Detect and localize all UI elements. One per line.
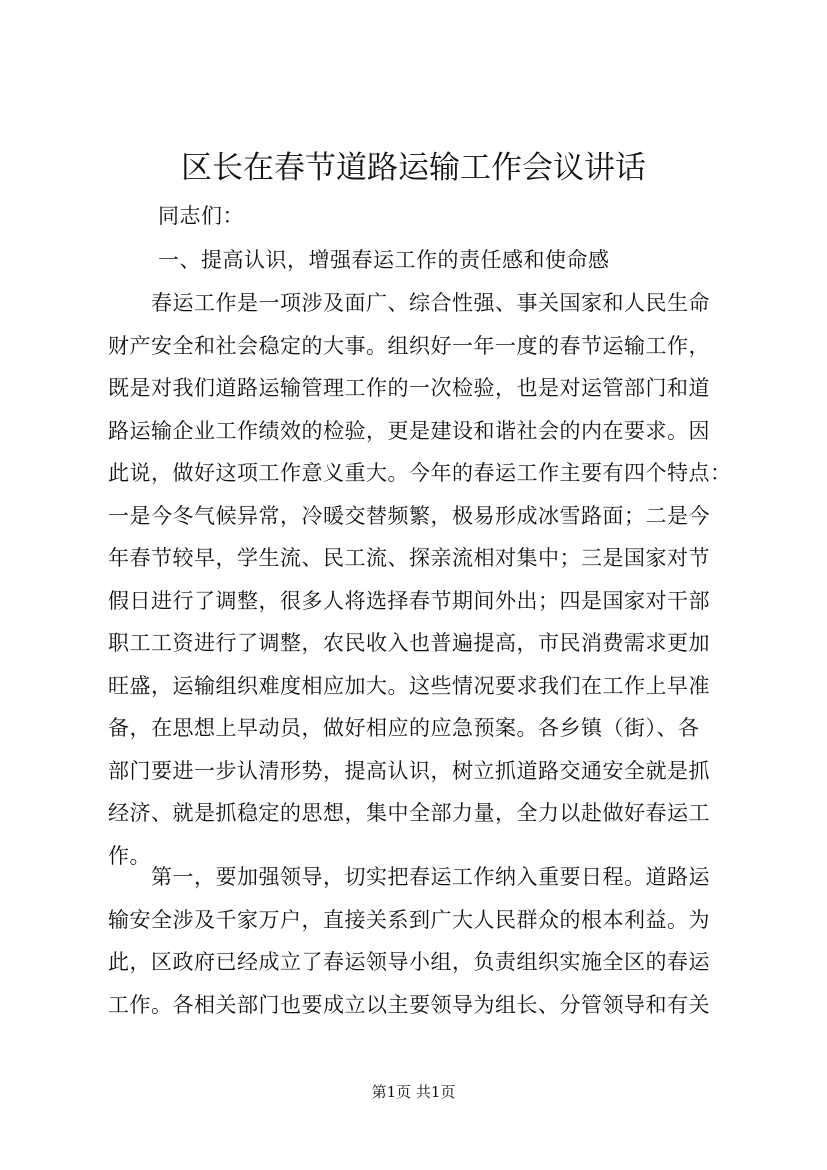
opening-block: [108, 198, 728, 278]
paragraph-line: 经济、就是抓稳定的思想，集中全部力量，全力以赴做好春运工: [108, 801, 710, 825]
paragraph-line: 假日进行了调整，很多人将选择春节期间外出；四是国家对干部: [108, 588, 710, 613]
salutation: 同志们：: [158, 204, 244, 228]
paragraph-line: 春运工作是一项涉及面广、综合性强、事关国家和人民生命: [108, 291, 710, 315]
paragraph-line: 年春节较早，学生流、民工流、探亲流相对集中；三是国家对节: [108, 546, 710, 570]
paragraph-line: 一是今冬气候异常，冷暖交替频繁，极易形成冰雪路面；二是今: [108, 503, 710, 528]
section-heading: 一、提高认识，增强春运工作的责任感和使命感: [158, 248, 610, 272]
paragraph-line: 旺盛，运输组织难度相应加大。这些情况要求我们在工作上早准: [108, 673, 710, 698]
paragraph-line: 备，在思想上早动员，做好相应的应急预案。各乡镇（街）、各: [108, 716, 700, 740]
paragraph-2: [108, 856, 728, 1026]
paragraph-line: 此说，做好这项工作意义重大。今年的春运工作主要有四个特点：: [108, 461, 732, 485]
paragraph-line: 路运输企业工作绩效的检验，更是建设和谐社会的内在要求。因: [108, 418, 710, 443]
paragraph-line: 此，区政府已经成立了春运领导小组，负责组织实施全区的春运: [108, 950, 710, 974]
paragraph-line: 输安全涉及千家万户，直接关系到广大人民群众的根本利益。为: [108, 907, 710, 932]
page-footer: 第1页 共1页: [371, 1083, 456, 1101]
paragraph-line: 部门要进一步认清形势，提高认识，树立抓道路交通安全就是抓: [108, 758, 710, 783]
paragraph-line: 工作。各相关部门也要成立以主要领导为组长、分管领导和有关: [108, 992, 710, 1017]
paragraph-line: 第一，要加强领导，切实把春运工作纳入重要日程。道路运: [108, 865, 710, 889]
document-title: 区长在春节道路运输工作会议讲话: [181, 150, 646, 186]
paragraph-line: 作。: [108, 843, 151, 868]
paragraph-line: 职工工资进行了调整，农民收入也普遍提高，市民消费需求更加: [108, 631, 710, 655]
paragraph-line: 财产安全和社会稳定的大事。组织好一年一度的春节运输工作，: [108, 333, 710, 358]
paragraph-line: 既是对我们道路运输管理工作的一次检验，也是对运管部门和道: [108, 376, 710, 400]
paragraph-1: [108, 282, 732, 877]
